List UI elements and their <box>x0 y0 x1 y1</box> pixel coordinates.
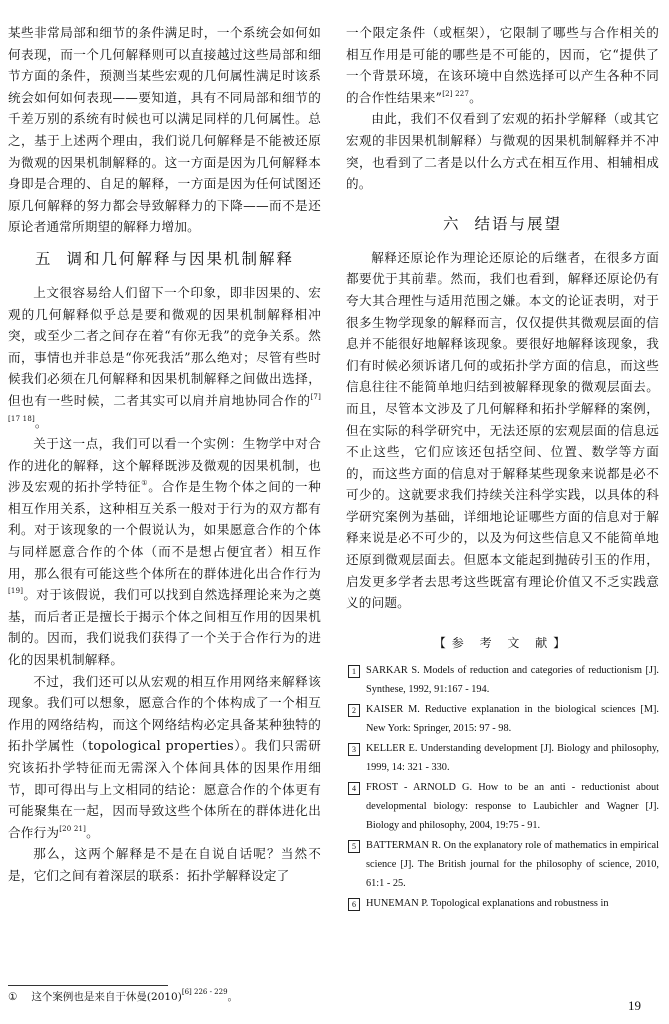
section-number: 五 <box>34 249 53 268</box>
reference-number: 4 <box>348 782 360 795</box>
paragraph-text: 。 <box>86 824 99 840</box>
reference-text: HUNEMAN P. Topological explanations and robustness in <box>366 897 609 909</box>
paragraph-text: 。 <box>469 89 482 105</box>
footnote-text: 。 <box>227 991 239 1003</box>
reference-number: 1 <box>348 665 360 678</box>
section-title: 结语与展望 <box>474 214 563 233</box>
reference-item <box>346 778 659 835</box>
citation: [7] [17 18] <box>8 392 321 423</box>
reference-text: SARKAR S. Models of reduction and categories of reductionism [J]. Synthese, 1992, 91:167 - 194. <box>366 664 659 695</box>
footnote-divider <box>8 985 168 986</box>
body-paragraph: 某些非常局部和细节的条件满足时，一个系统会如何如何表现，而一个几何解释则可以直接越过这些局部和细节方面的条件，预测当某些宏观的几何属性满足时该系统会如何如何表现——要知道，具有不同局部和细节的千差万别的系统有时候也可以满足同样的几何属性。总之，基于上述两个理由，我们说几何解释是不能被还原为微观的因果机制解释的。这一方面是因为几何解释本身即是合理的、自足的解释，一方面是因为任何试图还原几何解释的努力都会导致解释力的下降——而不是还原论者通常所期望的解释力增加。 <box>8 25 321 235</box>
paragraph-text: 上文很容易给人们留下一个印象，即非因果的、宏观的几何解释似乎总是要和微观的因果机制解释相冲突，或至少二者之间存在着“有你无我”的竞争关系。然而，事情也并非总是“你死我活”那么绝对；尽管有些时候我们必须在几何解释和因果机制解释之间做出选择，但也有一些时候，二者其实可以肩并肩地协同合作的 <box>8 284 321 408</box>
footnote-text: 这个案例也是来自于休曼(2010) <box>31 991 182 1003</box>
reference-text: FROST - ARNOLD G. How to be an anti - reductionist about developmental biology: response to Laubichler and Wagner [J]. Biology and philosophy, 2004, 19:75 - 91. <box>366 781 659 831</box>
reference-item <box>346 700 659 738</box>
body-paragraph <box>8 671 321 844</box>
footnote <box>8 990 238 1004</box>
section-number: 六 <box>442 214 461 233</box>
citation: [20 21] <box>59 824 87 833</box>
right-column <box>346 22 659 914</box>
section-heading <box>8 248 321 270</box>
body-paragraph <box>346 22 659 108</box>
references-heading: 【参 考 文 献】 <box>433 635 572 650</box>
reference-item <box>346 894 659 913</box>
reference-item <box>346 739 659 777</box>
citation: [2] 227 <box>442 89 470 98</box>
reference-item <box>346 661 659 699</box>
paragraph-text: 。对于该假说，我们可以找到自然选择理论来为之奠基，而后者正是擅长于揭示个体之间相互作用的因果机制的。因而，我们说我们获得了一个关于合作行为的进化的因果机制解释。 <box>8 587 321 668</box>
paragraph-text: 。 <box>34 414 48 430</box>
paragraph-text: 。合作是生物个体之间的一种相互作用关系，这种相互关系一般对于行为的双方都有利。对于该现象的一个假说认为，如果愿意合作的个体与同样愿意合作的个体（而不是想占便宜者）相互作用，那么很有可能这些个体所在的群体进化出合作行为 <box>8 479 321 581</box>
paragraph-text: 不过，我们还可以从宏观的相互作用网络来解释该现象。我们可以想象，愿意合作的个体构成了一个相互作用的网络结构，而这个网络结构必定具备某种独特的拓扑学属性（topological properties）。我们只需研究该拓扑学特征而无需深入个体间具体的因果作用细节，即可得出与上文相同的结论：愿意合作的个体更有可能聚集在一起，因而导致这些个体所在的群体进化出合作行为 <box>8 673 321 840</box>
reference-text: BATTERMAN R. On the explanatory role of mathematics in empirical science [J]. The British journal for the philosophy of science, 2010, 61:1 - 25. <box>366 839 659 889</box>
reference-number: 6 <box>348 898 360 911</box>
reference-text: KAISER M. Reductive explanation in the biological sciences [M]. New York: Springer, 2015: 97 - 98. <box>366 703 659 734</box>
reference-number: 3 <box>348 743 360 756</box>
reference-text: KELLER E. Understanding development [J]. Biology and philosophy, 1999, 14: 321 - 330. <box>366 742 659 773</box>
body-paragraph <box>8 282 321 433</box>
body-paragraph: 解释还原论作为理论还原论的后继者，在很多方面都要优于其前辈。然而，我们也看到，解释还原论仍有夸大其合理性与适用范围之嫌。本文的论证表明，对于很多生物学现象的解释而言，仅仅提供其微观层面的信息并不能很好地解释该现象。要很好地解释该现象，我们有时候必须诉诸几何的或拓扑学方面的信息，而这些信息往往不能简单地归结到被解释现象的微观层面去。而且，尽管本文涉及了几何解释和拓扑学解释的案例，但在实际的科学研究中，无法还原的宏观层面的信息远不止这些，它们应该还包括空间、位置、数学等方面的，而这些方面的信息对于解释某些现象来说都是必不可少的。这就要求我们持续关注科学实践，以具体的科学研究案例为基础，详细地论证哪些方面的信息对于解释来说是必不可少的，以及为何这些信息又不能简单地还原到微观层面去。但愿本文能起到抛砖引玉的作用，启发更多学者去思考这些既富有理论价值又不乏实践意义的问题。 <box>346 249 659 611</box>
reference-number: 5 <box>348 840 360 853</box>
body-paragraph: 那么，这两个解释是不是在自说自话呢？当然不是，它们之间有着深层的联系：拓扑学解释设定了 <box>8 846 321 883</box>
section-heading <box>346 213 659 235</box>
reference-list <box>346 661 659 913</box>
page-number: 19 <box>628 998 641 1013</box>
reference-number: 2 <box>348 704 360 717</box>
body-paragraph: 由此，我们不仅看到了宏观的拓扑学解释（或其它宏观的非因果机制解释）与微观的因果机制解释并不冲突，也看到了二者是以什么方式在相互作用、相辅相成的。 <box>346 111 659 192</box>
footnote-marker: ① <box>141 479 149 488</box>
reference-item <box>346 836 659 893</box>
section-title: 调和几何解释与因果机制解释 <box>66 249 295 268</box>
citation: [6] 226 - 229 <box>181 988 228 996</box>
footnote-marker: ① <box>8 991 18 1003</box>
body-paragraph <box>8 433 321 671</box>
left-column <box>8 22 321 887</box>
citation: [19] <box>8 587 24 596</box>
paragraph-text: 关于这一点，我们可以看一个实例：生物学中对合作的进化的解释，这个解释既涉及微观的因果机制，也涉及宏观的拓扑学特征 <box>8 436 321 495</box>
paragraph-text: 一个限定条件（或框架），它限制了哪些与合作相关的相互作用是可能的哪些是不可能的，因而，它“提供了一个背景环境，在该环境中自然选择可以产生各种不同的合作性结果来” <box>346 25 659 105</box>
